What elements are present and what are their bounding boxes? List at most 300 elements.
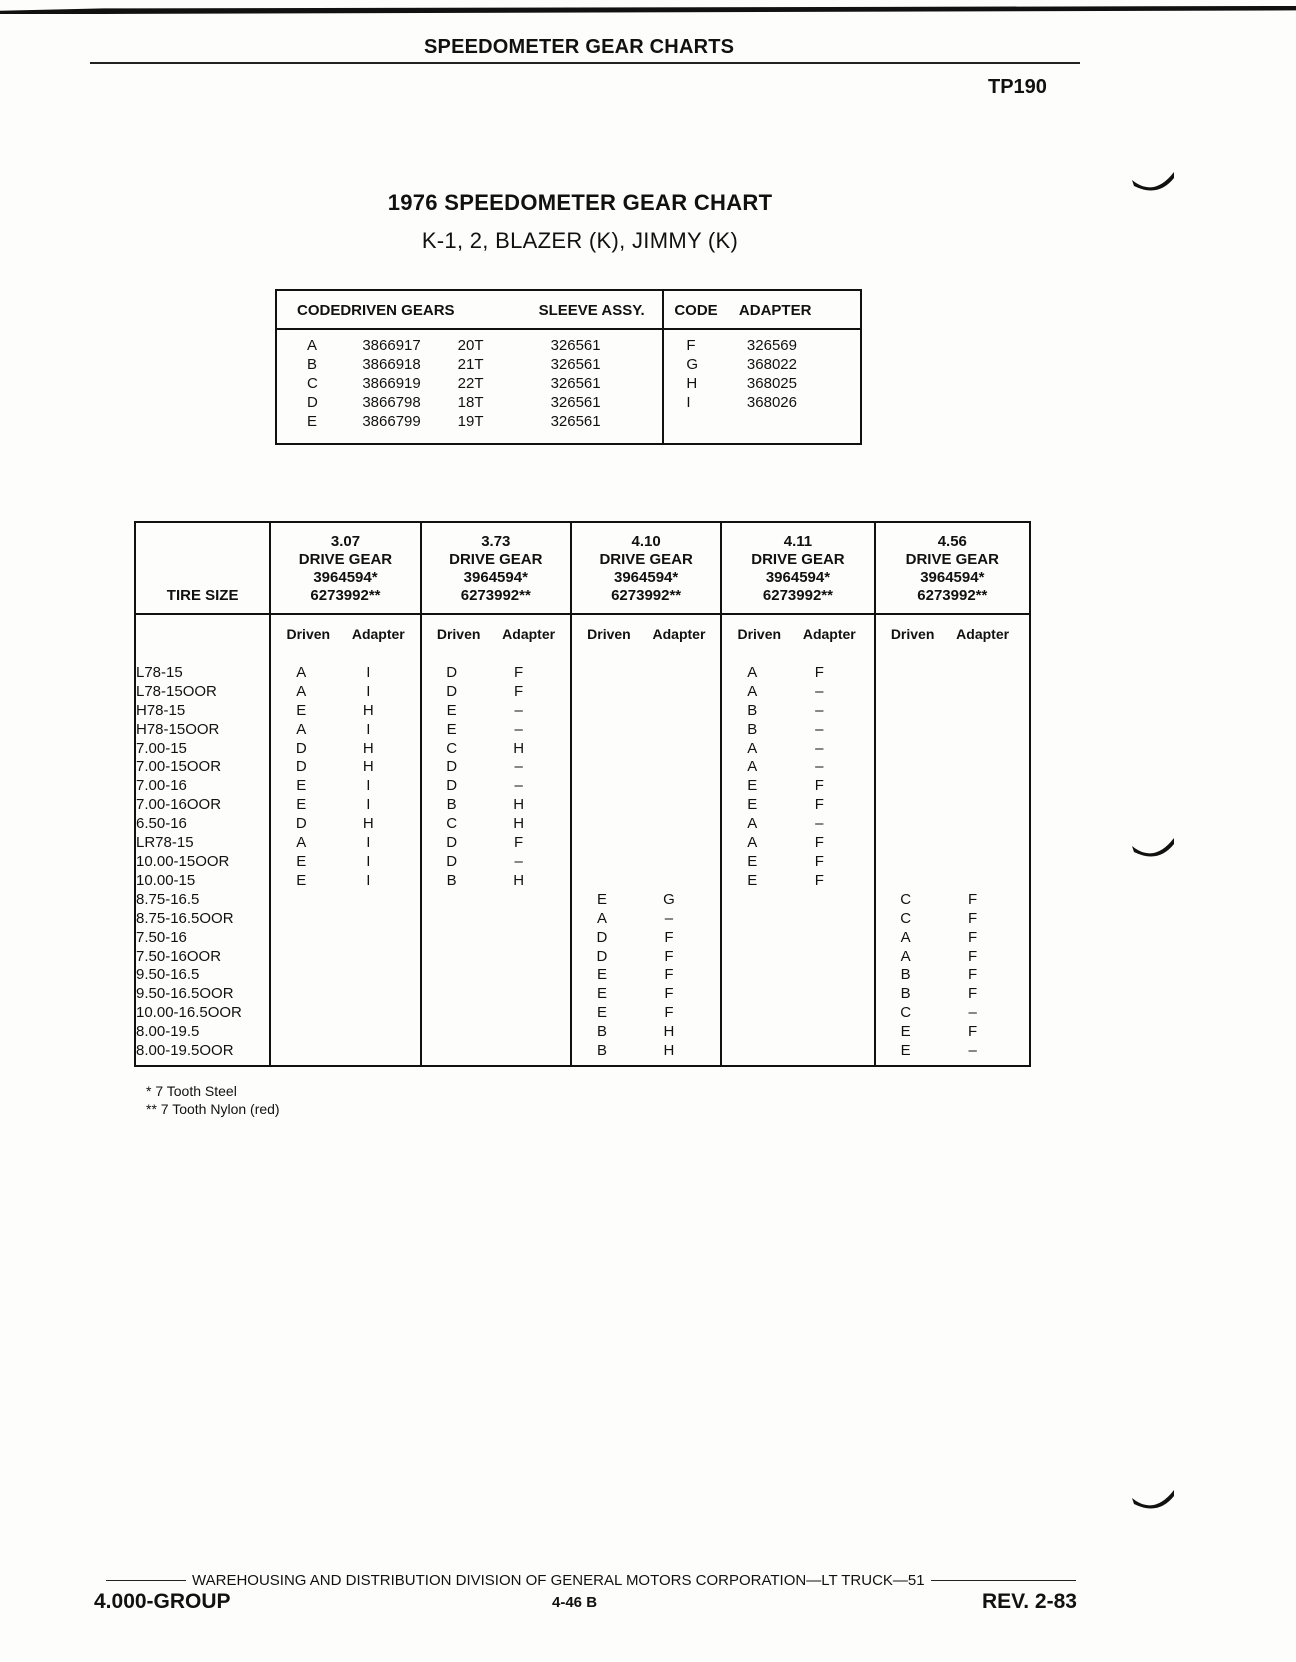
driven-code: C xyxy=(446,815,458,833)
ratio-cell xyxy=(571,853,721,872)
drive-gear-part: 3964594* xyxy=(920,569,985,586)
sleeve-assy-header: SLEEVE ASSY. xyxy=(539,290,664,329)
ratio-cell xyxy=(875,664,1030,683)
driven-gear-part: 3866798 xyxy=(362,394,421,411)
tire-size: L78-15OOR xyxy=(136,682,217,700)
ratio-header-2 xyxy=(571,522,721,614)
tire-size: 8.75-16.5 xyxy=(136,890,200,908)
ratio-cell xyxy=(875,777,1030,796)
driven-code: C xyxy=(446,739,458,757)
adapter-code: I xyxy=(366,777,371,795)
adapter-code: – xyxy=(815,815,824,833)
adapter-label: Adapter xyxy=(802,626,856,642)
driven-code: E xyxy=(296,777,307,795)
tire-size: 10.00-15 xyxy=(136,871,196,889)
adapter-code xyxy=(663,412,739,444)
ratio-cell xyxy=(721,702,874,721)
driven-code: E xyxy=(296,796,307,814)
ratio-cell xyxy=(270,664,420,683)
adapter-code: – xyxy=(514,701,523,719)
ratio-cell xyxy=(270,891,420,910)
adapter-part: 368022 xyxy=(746,356,797,373)
ratio-cell xyxy=(571,1004,721,1023)
drive-gear-part: 6273992** xyxy=(611,587,682,604)
ratio-cell xyxy=(421,872,571,891)
tire-size: 7.00-16 xyxy=(136,777,187,795)
adapter-code: – xyxy=(815,701,824,719)
adapter-code: F xyxy=(663,329,739,355)
driven-code: A xyxy=(296,682,307,700)
driven-gear-part: 3866917 xyxy=(362,337,421,354)
driven-code: B xyxy=(596,1042,607,1060)
driven-code: A xyxy=(747,758,758,776)
tire-row xyxy=(135,1042,1030,1066)
tire-size: 8.75-16.5OOR xyxy=(136,909,234,927)
footnote-nylon: ** 7 Tooth Nylon (red) xyxy=(146,1101,280,1117)
adapter-label: Adapter xyxy=(351,626,405,642)
drive-gear-part: 6273992** xyxy=(762,587,833,604)
ratio-cell xyxy=(421,948,571,967)
adapter-code: F xyxy=(664,1004,674,1022)
driven-label: Driven xyxy=(737,626,782,642)
tire-row xyxy=(135,758,1030,777)
adapter-code: F xyxy=(514,682,524,700)
footer-group: 4.000-GROUP xyxy=(94,1590,231,1613)
axle-ratio: 4.11 xyxy=(783,533,813,550)
driven-code: A xyxy=(596,909,607,927)
tire-size: H78-15 xyxy=(136,701,186,719)
driven-code: E xyxy=(296,871,307,889)
ratio-cell xyxy=(421,929,571,948)
ratio-cell xyxy=(875,1023,1030,1042)
drive-gear-label: DRIVE GEAR xyxy=(599,551,693,568)
tire-row xyxy=(135,740,1030,759)
ratio-cell xyxy=(875,872,1030,891)
ratio-header-0 xyxy=(270,522,420,614)
axle-ratio: 3.07 xyxy=(330,533,361,550)
tire-row xyxy=(135,796,1030,815)
ratio-cell xyxy=(270,721,420,740)
adapter-code: F xyxy=(814,663,824,681)
driven-gear-part: 3866919 xyxy=(362,375,421,392)
ratio-cell xyxy=(721,891,874,910)
ratio-cell xyxy=(875,834,1030,853)
adapter-code: F xyxy=(968,947,978,965)
tire-size: H78-15OOR xyxy=(136,720,220,738)
gear-code-table xyxy=(275,289,862,445)
driven-code: E xyxy=(747,777,758,795)
gear-row xyxy=(276,393,861,412)
adapter-code: F xyxy=(514,834,524,852)
adapter-code: – xyxy=(968,1042,977,1060)
tire-size-header: TIRE SIZE xyxy=(135,522,270,614)
ratio-cell xyxy=(270,985,420,1004)
driven-label: Driven xyxy=(587,626,631,642)
adapter-code: I xyxy=(366,720,371,738)
driven-code: D xyxy=(446,758,458,776)
adapter-code: F xyxy=(814,777,824,795)
driven-code: E xyxy=(596,966,607,984)
ratio-cell xyxy=(571,834,721,853)
ratio-cell xyxy=(571,948,721,967)
sleeve-part: 326561 xyxy=(550,394,601,411)
ratio-header-1 xyxy=(421,522,571,614)
adapter-code: – xyxy=(968,1004,977,1022)
driven-code: C xyxy=(900,890,912,908)
ratio-cell xyxy=(721,721,874,740)
adapter-code: – xyxy=(815,739,824,757)
ratio-cell xyxy=(875,702,1030,721)
sleeve-part: 326561 xyxy=(550,337,601,354)
chart-title: 1976 SPEEDOMETER GEAR CHART xyxy=(387,190,773,215)
adapter-code: F xyxy=(514,663,524,681)
gear-code: A xyxy=(307,337,318,354)
drive-gear-label: DRIVE GEAR xyxy=(751,551,845,568)
ratio-cell xyxy=(270,796,420,815)
adapter-code: F xyxy=(814,871,824,889)
adapter-code: I xyxy=(366,834,371,852)
ratio-cell xyxy=(721,683,874,702)
axle-ratio: 3.73 xyxy=(481,533,511,550)
ratio-cell xyxy=(421,683,571,702)
ratio-cell xyxy=(270,1042,420,1066)
ratio-cell xyxy=(421,777,571,796)
adapter-code: F xyxy=(968,909,978,927)
ratio-cell xyxy=(721,796,874,815)
adapter-code: F xyxy=(814,852,824,870)
ratio-cell xyxy=(270,702,420,721)
adapter-code: F xyxy=(664,985,674,1003)
ratio-cell xyxy=(875,948,1030,967)
ratio-cell xyxy=(270,966,420,985)
ratio-cell xyxy=(721,664,874,683)
adapter-label: Adapter xyxy=(502,626,556,642)
driven-code: C xyxy=(900,909,912,927)
adapter-part: 326569 xyxy=(746,337,797,354)
tire-row xyxy=(135,985,1030,1004)
ratio-cell xyxy=(270,948,420,967)
adapter-code: I xyxy=(366,871,371,889)
ratio-cell xyxy=(721,872,874,891)
tire-row xyxy=(135,1004,1030,1023)
ratio-cell xyxy=(721,834,874,853)
tire-size: 8.00-19.5OOR xyxy=(136,1042,234,1060)
ratio-cell xyxy=(270,929,420,948)
ratio-cell xyxy=(875,683,1030,702)
adapter-code: F xyxy=(968,966,978,984)
driven-code: A xyxy=(747,663,758,681)
tire-row xyxy=(135,721,1030,740)
driven-code: A xyxy=(900,928,911,946)
adapter-code: H xyxy=(513,739,525,757)
gear-teeth: 19T xyxy=(457,413,484,430)
driven-adapter-subheader xyxy=(270,614,420,664)
adapter-code: – xyxy=(514,758,523,776)
driven-code: D xyxy=(446,834,458,852)
ratio-cell xyxy=(421,891,571,910)
ratio-cell xyxy=(571,872,721,891)
ratio-cell xyxy=(875,910,1030,929)
tire-row xyxy=(135,872,1030,891)
page-id: TP190 xyxy=(988,76,1047,98)
ratio-cell xyxy=(270,683,420,702)
ratio-cell xyxy=(421,796,571,815)
ratio-cell xyxy=(270,872,420,891)
ratio-cell xyxy=(571,758,721,777)
driven-code: B xyxy=(446,871,457,889)
driven-code: D xyxy=(446,682,458,700)
adapter-code: – xyxy=(514,720,523,738)
adapter-header: ADAPTER xyxy=(739,290,861,329)
adapter-code: F xyxy=(664,966,674,984)
gear-code: D xyxy=(307,394,318,411)
ratio-cell xyxy=(421,721,571,740)
ratio-cell xyxy=(571,985,721,1004)
ratio-cell xyxy=(875,758,1030,777)
axle-ratio: 4.56 xyxy=(937,533,967,550)
adapter-code: – xyxy=(815,720,824,738)
ratio-cell xyxy=(875,815,1030,834)
ratio-cell xyxy=(875,796,1030,815)
ratio-cell xyxy=(721,929,874,948)
footnote-steel: * 7 Tooth Steel xyxy=(146,1083,237,1099)
adapter-code: I xyxy=(366,852,371,870)
adapter-code: I xyxy=(366,663,371,681)
driven-code: B xyxy=(900,966,911,984)
driven-code: A xyxy=(747,834,758,852)
adapter-code: I xyxy=(663,393,739,412)
ratio-cell xyxy=(571,910,721,929)
ratio-cell xyxy=(721,1004,874,1023)
tire-size: 7.50-16OOR xyxy=(136,947,222,965)
ratio-cell xyxy=(270,777,420,796)
driven-code: A xyxy=(296,720,307,738)
driven-code: E xyxy=(446,720,457,738)
ratio-cell xyxy=(875,1042,1030,1066)
adapter-code: H xyxy=(513,871,525,889)
ratio-cell xyxy=(270,834,420,853)
driven-adapter-subheader xyxy=(571,614,721,664)
adapter-code-header: CODE xyxy=(663,290,739,329)
tire-size: 7.00-15OOR xyxy=(136,758,222,776)
gear-teeth: 18T xyxy=(457,394,484,411)
ratio-cell xyxy=(270,910,420,929)
drive-gear-part: 3964594* xyxy=(463,569,528,586)
gear-code: E xyxy=(307,413,318,430)
driven-code: A xyxy=(747,682,758,700)
ratio-cell xyxy=(721,985,874,1004)
adapter-code: F xyxy=(814,796,824,814)
drive-gear-part: 3964594* xyxy=(765,569,831,586)
ratio-cell xyxy=(421,1042,571,1066)
drive-gear-part: 3964594* xyxy=(313,569,378,586)
adapter-part: 368025 xyxy=(746,375,797,392)
ratio-cell xyxy=(571,796,721,815)
drive-gear-part: 6273992** xyxy=(917,587,988,604)
ratio-cell xyxy=(571,740,721,759)
adapter-part: 368026 xyxy=(746,394,797,411)
adapter-code: F xyxy=(968,928,978,946)
driven-code: E xyxy=(747,796,758,814)
gear-teeth: 21T xyxy=(457,356,484,373)
ratio-cell xyxy=(875,721,1030,740)
ratio-cell xyxy=(875,966,1030,985)
adapter-code: H xyxy=(362,701,374,719)
adapter-code: F xyxy=(664,928,674,946)
ratio-cell xyxy=(421,758,571,777)
ratio-cell xyxy=(875,1004,1030,1023)
sleeve-part: 326561 xyxy=(550,413,601,430)
tire-size: 7.00-15 xyxy=(136,739,187,757)
driven-adapter-subheader xyxy=(421,614,571,664)
tire-row xyxy=(135,777,1030,796)
tire-row xyxy=(135,834,1030,853)
ratio-cell xyxy=(721,853,874,872)
tire-size: 7.00-16OOR xyxy=(136,796,222,814)
driven-code: E xyxy=(596,985,607,1003)
ratio-cell xyxy=(721,815,874,834)
driven-code: A xyxy=(900,947,911,965)
driven-code: C xyxy=(900,1004,912,1022)
driven-code: D xyxy=(446,777,458,795)
driven-code: D xyxy=(596,928,608,946)
code-header: CODE xyxy=(276,290,340,329)
driven-code: E xyxy=(747,852,758,870)
ratio-cell xyxy=(721,740,874,759)
ratio-cell xyxy=(721,1023,874,1042)
footer-division-text: WAREHOUSING AND DISTRIBUTION DIVISION OF GENERAL MOTORS CORPORATION—LT TRUCK—51 xyxy=(192,1572,925,1589)
driven-code: D xyxy=(446,852,458,870)
tire-row xyxy=(135,683,1030,702)
footer-division-line xyxy=(106,1572,1076,1589)
binder-ring-mark-bottom xyxy=(1130,1486,1176,1516)
drive-gear-part: 6273992** xyxy=(310,587,381,604)
driven-code: B xyxy=(900,985,911,1003)
tire-size: LR78-15 xyxy=(136,834,194,852)
ratio-header-4 xyxy=(875,522,1030,614)
driven-code: E xyxy=(296,701,307,719)
ratio-cell xyxy=(721,777,874,796)
drive-gear-label: DRIVE GEAR xyxy=(298,551,393,568)
driven-code: E xyxy=(747,871,758,889)
drive-gear-label: DRIVE GEAR xyxy=(449,551,543,568)
ratio-cell xyxy=(571,929,721,948)
ratio-cell xyxy=(270,1004,420,1023)
ratio-cell xyxy=(721,948,874,967)
adapter-part xyxy=(739,412,861,444)
ratio-cell xyxy=(270,1023,420,1042)
adapter-code: F xyxy=(968,985,978,1003)
axle-ratio: 4.10 xyxy=(631,533,661,550)
ratio-cell xyxy=(571,702,721,721)
driven-gear-part: 3866918 xyxy=(362,356,421,373)
driven-code: D xyxy=(596,947,608,965)
adapter-code: H xyxy=(663,374,739,393)
driven-label: Driven xyxy=(286,626,331,642)
driven-gear-part: 3866799 xyxy=(362,413,421,430)
driven-label: Driven xyxy=(890,626,935,642)
gear-row xyxy=(276,329,861,355)
adapter-label: Adapter xyxy=(956,626,1010,642)
adapter-code: – xyxy=(815,758,824,776)
driven-code: E xyxy=(596,1004,607,1022)
ratio-cell xyxy=(571,1042,721,1066)
gear-teeth: 22T xyxy=(457,375,484,392)
driven-code: D xyxy=(295,739,307,757)
tire-row xyxy=(135,948,1030,967)
tire-row xyxy=(135,910,1030,929)
sleeve-part: 326561 xyxy=(550,356,601,373)
tire-size: L78-15 xyxy=(136,663,183,681)
drive-gear-part: 6273992** xyxy=(460,587,531,604)
adapter-code: – xyxy=(664,909,674,927)
driven-label: Driven xyxy=(436,626,481,642)
drive-gear-part: 3964594* xyxy=(614,569,679,586)
driven-code: A xyxy=(296,663,307,681)
tire-row xyxy=(135,702,1030,721)
driven-code: B xyxy=(747,701,758,719)
driven-code: E xyxy=(900,1042,911,1060)
ratio-cell xyxy=(875,853,1030,872)
tire-row xyxy=(135,966,1030,985)
ratio-cell xyxy=(721,966,874,985)
ratio-cell xyxy=(421,910,571,929)
ratio-cell xyxy=(270,815,420,834)
tire-row xyxy=(135,815,1030,834)
ratio-cell xyxy=(421,1023,571,1042)
ratio-cell xyxy=(571,721,721,740)
driven-code: D xyxy=(295,758,307,776)
ratio-header-3 xyxy=(721,522,874,614)
driven-code: A xyxy=(747,739,758,757)
ratio-cell xyxy=(571,966,721,985)
adapter-code: F xyxy=(664,947,674,965)
driven-adapter-subheader xyxy=(721,614,874,664)
gear-code: C xyxy=(307,375,318,392)
tire-size: 9.50-16.5OOR xyxy=(136,985,234,1003)
tire-size: 6.50-16 xyxy=(136,815,187,833)
page-header-title: SPEEDOMETER GEAR CHARTS xyxy=(424,36,735,58)
driven-code: D xyxy=(446,663,458,681)
tire-size: 9.50-16.5 xyxy=(136,966,200,984)
ratio-cell xyxy=(421,664,571,683)
adapter-code: H xyxy=(513,796,525,814)
gear-code: B xyxy=(307,356,318,373)
adapter-code: F xyxy=(814,834,824,852)
top-edge-bar xyxy=(0,6,1296,14)
ratio-cell xyxy=(721,910,874,929)
tire-size: 7.50-16 xyxy=(136,928,187,946)
driven-gears-header: DRIVEN GEARS xyxy=(340,290,538,329)
adapter-code: H xyxy=(362,758,374,776)
adapter-code: H xyxy=(663,1042,675,1060)
driven-code: E xyxy=(596,890,607,908)
tire-row xyxy=(135,929,1030,948)
adapter-code: H xyxy=(362,739,374,757)
tire-size-table xyxy=(134,521,1031,1067)
adapter-code: – xyxy=(514,777,523,795)
adapter-code: G xyxy=(663,355,739,374)
tire-row xyxy=(135,664,1030,683)
adapter-code: H xyxy=(362,815,374,833)
ratio-cell xyxy=(571,1023,721,1042)
driven-code: B xyxy=(446,796,457,814)
ratio-cell xyxy=(571,664,721,683)
ratio-cell xyxy=(721,1042,874,1066)
driven-code: B xyxy=(747,720,758,738)
ratio-cell xyxy=(721,758,874,777)
ratio-cell xyxy=(875,740,1030,759)
